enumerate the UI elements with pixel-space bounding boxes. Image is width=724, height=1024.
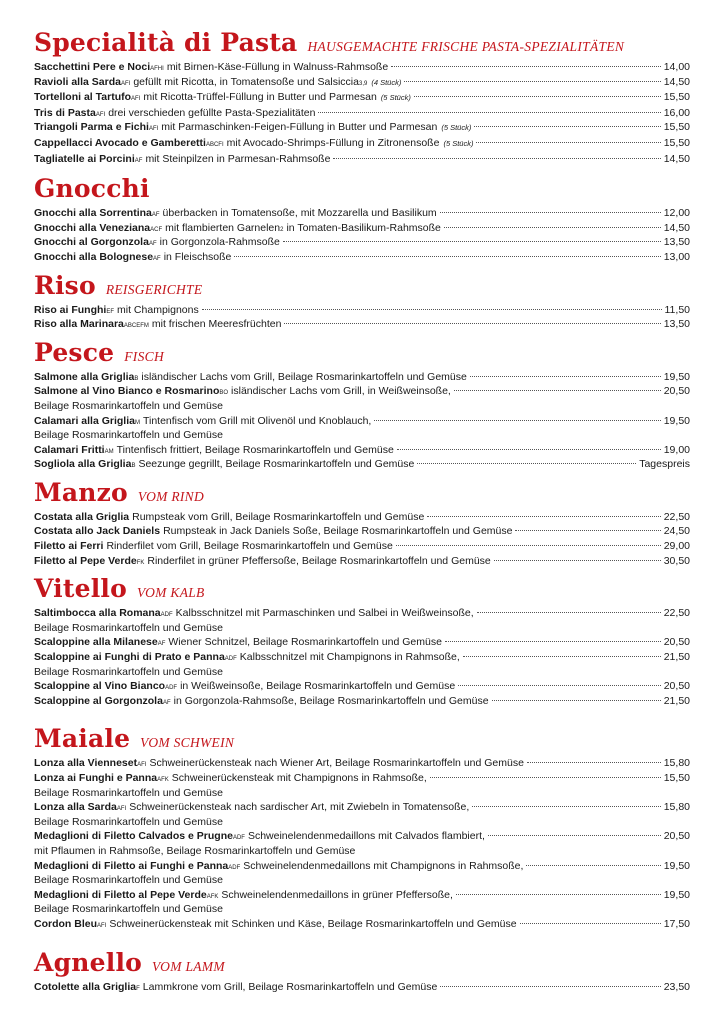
dish-name: Medaglioni di Filetto ai Funghi e Panna xyxy=(34,859,229,872)
dish-description-line2: Beilage Rosmarinkartoffeln und Gemüse xyxy=(34,665,223,678)
menu-item-row: Tagliatelle ai Porcini AF mit Steinpilzen in Parmesan-Rahmsoße 14,50 xyxy=(34,152,690,165)
dish-description: Kalbsschnitzel mit Champignons in Rahmsoße, xyxy=(239,651,460,664)
menu-item xyxy=(34,524,690,539)
portion-note: (5 Stück) xyxy=(443,138,474,148)
menu-item xyxy=(34,136,690,152)
section-subtitle: FISCH xyxy=(124,348,164,364)
dish-description-cont: in Tomaten-Basilikum-Rahmsoße xyxy=(286,221,441,234)
menu-item xyxy=(34,221,690,236)
dot-leader xyxy=(515,530,660,531)
menu-item xyxy=(34,90,690,106)
dot-leader xyxy=(527,762,661,763)
dish-name: Scaloppine al Gorgonzola xyxy=(34,694,163,707)
menu-item xyxy=(34,539,690,554)
dish-description: drei verschieden gefüllte Pasta-Spezialitäten xyxy=(108,106,316,119)
menu-item-row: Lonza ai Funghi e Panna AFK Schweinerückensteak mit Champignons in Rahmsoße, 15,50 xyxy=(34,772,690,784)
menu-item-row: Scaloppine al Vino Bianco ADF in Weißweinsoße, Beilage Rosmarinkartoffeln und Gemüse 20,50 xyxy=(34,680,690,693)
menu-item xyxy=(34,75,690,91)
dish-price: 15,50 xyxy=(663,91,690,104)
menu-item xyxy=(34,303,690,318)
section-header xyxy=(34,574,690,604)
dish-price: 21,50 xyxy=(663,694,690,707)
menu-item-row: Riso ai Funghi EF mit Champignons 11,50 xyxy=(34,303,690,316)
portion-note: (4 Stück) xyxy=(371,77,402,87)
dish-price: 21,50 xyxy=(663,651,690,664)
dish-description-line2: Beilage Rosmarinkartoffeln und Gemüse xyxy=(34,786,223,799)
dish-description: Rumpsteak vom Grill, Beilage Rosmarinkartoffeln und Gemüse xyxy=(132,510,425,523)
section-header xyxy=(34,724,690,754)
menu-page xyxy=(34,28,690,994)
dot-leader xyxy=(283,241,661,242)
dish-name: Medaglioni di Filetto Calvados e Prugne xyxy=(34,830,233,843)
dot-leader xyxy=(440,212,661,213)
dish-name: Lonza alla Sarda xyxy=(34,801,117,814)
menu-item xyxy=(34,414,690,443)
section-subtitle: HAUSGEMACHTE FRISCHE PASTA-SPEZIALITÄTEN xyxy=(307,39,625,54)
dot-leader xyxy=(470,376,661,377)
dish-price: 30,50 xyxy=(663,554,690,567)
dish-description: mit Birnen-Käse-Füllung in Walnuss-Rahmsoße xyxy=(166,61,389,73)
menu-item xyxy=(34,771,690,800)
menu-item xyxy=(34,120,690,136)
menu-item xyxy=(34,829,690,858)
dish-name: Scaloppine al Vino Bianco xyxy=(34,680,166,693)
menu-item xyxy=(34,917,690,932)
section-subtitle: VOM LAMM xyxy=(152,958,225,974)
dish-description: Rinderfilet in grüner Pfeffersoße, Beilage Rosmarinkartoffeln und Gemüse xyxy=(147,554,491,567)
menu-section xyxy=(34,574,690,708)
dish-description: Lammkrone vom Grill, Beilage Rosmarinkartoffeln und Gemüse xyxy=(142,980,438,993)
dot-leader xyxy=(430,777,661,778)
dish-price: 19,50 xyxy=(663,414,690,427)
dish-price: 19,50 xyxy=(663,859,690,872)
dish-description: mit Champignons xyxy=(117,303,199,316)
dish-name: Gnocchi alla Bolognese xyxy=(34,250,154,263)
menu-item-row xyxy=(34,539,690,554)
menu-item xyxy=(34,980,690,995)
menu-item-row: Medaglioni di Filetto ai Funghi e Panna ADF Schweinelendenmedaillons mit Champignons in Rahmsoße, 19,50 xyxy=(34,859,690,872)
menu-section xyxy=(34,724,690,931)
menu-item xyxy=(34,635,690,650)
menu-item-row: Salmone al Vino Bianco e Rosmarino BO isländischer Lachs vom Grill, in Weißweinsoße, 20,50 xyxy=(34,385,690,398)
dish-description: Wiener Schnitzel, Beilage Rosmarinkartoffeln und Gemüse xyxy=(168,636,442,649)
dish-description: Schweinelendenmedaillons in grüner Pfeffersoße, xyxy=(221,888,453,901)
section-title: Specialità di Pasta xyxy=(34,28,298,57)
dish-description: Schweinelendenmedaillons mit Champignons in Rahmsoße, xyxy=(243,859,524,872)
dish-description: Schweinerückensteak nach Wiener Art, Beilage Rosmarinkartoffeln und Gemüse xyxy=(149,757,524,770)
dish-price: 20,50 xyxy=(663,636,690,649)
dish-description: Schweinerückensteak nach sardischer Art, mit Zwiebeln in Tomatensoße, xyxy=(129,801,470,814)
dish-price: 13,50 xyxy=(663,236,690,249)
section-header xyxy=(34,478,690,508)
section-header xyxy=(34,271,690,301)
dish-price: 20,50 xyxy=(663,680,690,693)
dish-name: Gnocchi alla Veneziana xyxy=(34,221,151,234)
dish-price: 14,50 xyxy=(663,152,690,165)
dot-leader xyxy=(445,641,661,642)
menu-item xyxy=(34,756,690,771)
section-subtitle: VOM RIND xyxy=(137,488,205,504)
dish-price: 15,50 xyxy=(663,772,690,784)
menu-item-row: Saltimbocca alla Romana ADF Kalbsschnitzel mit Parmaschinken und Salbei in Weißweinsoße, 22,50 xyxy=(34,607,690,620)
dish-description-line2: Beilage Rosmarinkartoffeln und Gemüse xyxy=(34,874,223,887)
dot-leader xyxy=(488,835,661,836)
dish-name: Salmone al Vino Bianco e Rosmarino xyxy=(34,385,220,398)
dot-leader xyxy=(494,560,661,561)
menu-item-row: Cappellacci Avocado e Gamberetti ABCFI mit Avocado-Shrimps-Füllung in Zitronensoße (5 Stück) 15,50 xyxy=(34,136,690,152)
dish-name: Triangoli Parma e Fichi xyxy=(34,121,149,134)
menu-item-row: Calamari alla Griglia M Tintenfisch vom Grill mit Olivenöl und Knoblauch, 19,50 xyxy=(34,414,690,427)
menu-item-row: Tris di Pasta AFI drei verschieden gefüllte Pasta-Spezialitäten 16,00 xyxy=(34,106,690,119)
menu-item-row: Salmone alla Griglia B isländischer Lachs vom Grill, Beilage Rosmarinkartoffeln und Gemüse 19,50 xyxy=(34,370,690,383)
dish-price: 16,00 xyxy=(663,106,690,119)
dish-price: 15,80 xyxy=(663,801,690,814)
dish-name: Salmone alla Griglia xyxy=(34,370,135,383)
menu-item xyxy=(34,457,690,472)
menu-section xyxy=(34,478,690,568)
dish-name: Cordon Bleu xyxy=(34,917,97,930)
dish-name: Cappellacci Avocado e Gamberetti xyxy=(34,136,206,149)
dish-description: gefüllt mit Ricotta, in Tomatensoße und Salsiccia xyxy=(133,75,359,88)
dish-price: 22,50 xyxy=(663,510,690,523)
dish-price: 20,50 xyxy=(663,830,690,843)
menu-item-row: Sacchettini Pere e Noci AFHI mit Birnen-Käse-Füllung in Walnuss-Rahmsoße 14,00 xyxy=(34,61,690,73)
dot-leader xyxy=(427,516,660,517)
dish-name: Tris di Pasta xyxy=(34,106,96,119)
menu-item xyxy=(34,235,690,250)
dish-name: Gnocchi alla Sorrentina xyxy=(34,207,152,220)
menu-item-row: Medaglioni di Filetto al Pepe Verde AFK Schweinelendenmedaillons in grüner Pfeffersoße, 19,50 xyxy=(34,888,690,901)
section-header xyxy=(34,28,690,58)
dot-leader xyxy=(397,449,661,450)
dot-leader xyxy=(417,463,636,464)
dish-description: Schweinelendenmedaillons mit Calvados flambiert, xyxy=(247,830,485,843)
dish-description: isländischer Lachs vom Grill, in Weißweinsoße, xyxy=(231,385,451,398)
menu-item-row: Sogliola alla Griglia B Seezunge gegrillt, Beilage Rosmarinkartoffeln und Gemüse Tagespreis xyxy=(34,458,690,471)
dish-description-line2: Beilage Rosmarinkartoffeln und Gemüse xyxy=(34,399,223,412)
dish-price: 15,80 xyxy=(663,757,690,770)
dot-leader xyxy=(492,700,661,701)
dish-description: in Fleischsoße xyxy=(163,250,232,263)
dish-price: 19,00 xyxy=(663,443,690,456)
dish-price: 15,50 xyxy=(663,121,690,134)
dish-name: Calamari Fritti xyxy=(34,443,105,456)
menu-item-row: Gnocchi alla Sorrentina AF überbacken in Tomatensoße, mit Mozzarella und Basilikum 12,00 xyxy=(34,207,690,220)
dish-description: mit Steinpilzen in Parmesan-Rahmsoße xyxy=(145,152,331,165)
menu-item-row: Lonza alla Sarda AFI Schweinerückensteak nach sardischer Art, mit Zwiebeln in Tomatensoße, 15,80 xyxy=(34,801,690,814)
dot-leader xyxy=(454,390,661,391)
menu-item-row: Scaloppine alla Milanese AF Wiener Schnitzel, Beilage Rosmarinkartoffeln und Gemüse 20,50 xyxy=(34,636,690,649)
section-header xyxy=(34,338,690,368)
menu-section xyxy=(34,338,690,472)
menu-item-row: Riso alla Marinara ABCEFM mit frischen Meeresfrüchten 13,50 xyxy=(34,318,690,331)
dot-leader xyxy=(476,142,660,143)
dish-description: mit flambierten Garnelen xyxy=(165,221,281,234)
section-header xyxy=(34,174,690,204)
dish-name: Lonza ai Funghi e Panna xyxy=(34,772,158,784)
menu-item-row: Scaloppine ai Funghi di Prato e Panna ADF Kalbsschnitzel mit Champignons in Rahmsoße, 21,50 xyxy=(34,651,690,664)
dish-name: Scaloppine ai Funghi di Prato e Panna xyxy=(34,651,225,664)
menu-item-row: Filetto al Pepe Verde FK Rinderfilet in grüner Pfeffersoße, Beilage Rosmarinkartoffeln und Gemüse 30,50 xyxy=(34,554,690,567)
section-title: Agnello xyxy=(34,947,143,977)
section-title: Pesce xyxy=(34,337,115,367)
dish-name: Gnocchi al Gorgonzola xyxy=(34,236,149,249)
dish-name: Medaglioni di Filetto al Pepe Verde xyxy=(34,888,207,901)
menu-item xyxy=(34,888,690,917)
dot-leader xyxy=(404,81,660,82)
menu-item-row: Cordon Bleu AFI Schweinerückensteak mit Schinken und Käse, Beilage Rosmarinkartoffeln und Gemüse 17,50 xyxy=(34,917,690,930)
dish-description: Tintenfisch frittiert, Beilage Rosmarinkartoffeln und Gemüse xyxy=(116,443,394,456)
dish-name: Costata allo Jack Daniels xyxy=(34,525,161,538)
section-title: Riso xyxy=(34,270,96,300)
section-subtitle: VOM SCHWEIN xyxy=(140,735,235,751)
dish-name: Saltimbocca alla Romana xyxy=(34,607,161,620)
dish-price: 19,50 xyxy=(663,370,690,383)
menu-item xyxy=(34,60,690,75)
menu-item xyxy=(34,800,690,829)
dot-leader xyxy=(318,112,660,113)
dish-name: Riso ai Funghi xyxy=(34,303,107,316)
section-title: Maiale xyxy=(34,724,131,754)
dish-price: 19,50 xyxy=(663,888,690,901)
menu-item-row: Tortelloni al Tartufo AFI mit Ricotta-Trüffel-Füllung in Butter und Parmesan (5 Stück) 15,50 xyxy=(34,90,690,106)
dish-description: mit frischen Meeresfrüchten xyxy=(151,318,282,331)
menu-section xyxy=(34,271,690,332)
dish-description-line2: Beilage Rosmarinkartoffeln und Gemüse xyxy=(34,429,223,442)
dot-leader xyxy=(456,894,661,895)
menu-item-row: Lonza alla Vienneset AFI Schweinerückensteak nach Wiener Art, Beilage Rosmarinkartoffeln und Gemüse 15,80 xyxy=(34,757,690,770)
menu-section xyxy=(34,28,690,166)
menu-item xyxy=(34,106,690,121)
dish-price: 15,50 xyxy=(663,136,690,149)
menu-item-row: Scaloppine al Gorgonzola AF in Gorgonzola-Rahmsoße, Beilage Rosmarinkartoffeln und Gemüse 21,50 xyxy=(34,694,690,707)
menu-item-row: Gnocchi alla Veneziana ACF mit flambierten Garnelen 2 in Tomaten-Basilikum-Rahmsoße 14,50 xyxy=(34,221,690,234)
dish-description: in Weißweinsoße, Beilage Rosmarinkartoffeln und Gemüse xyxy=(180,680,456,693)
dish-name: Ravioli alla Sarda xyxy=(34,75,121,88)
dish-description-line2: Beilage Rosmarinkartoffeln und Gemüse xyxy=(34,621,223,634)
dot-leader xyxy=(396,545,661,546)
menu-item-row: Cotolette alla Griglia F Lammkrone vom Grill, Beilage Rosmarinkartoffeln und Gemüse 23,50 xyxy=(34,980,690,993)
dish-name: Riso alla Marinara xyxy=(34,318,124,331)
section-subtitle: VOM KALB xyxy=(136,585,205,601)
dish-name: Filetto al Pepe Verde xyxy=(34,554,137,567)
dish-description-line2: Beilage Rosmarinkartoffeln und Gemüse xyxy=(34,903,223,916)
dish-description: in Gorgonzola-Rahmsoße, Beilage Rosmarinkartoffeln und Gemüse xyxy=(173,694,489,707)
dish-price: 14,50 xyxy=(663,221,690,234)
menu-item xyxy=(34,317,690,332)
menu-item xyxy=(34,443,690,458)
dish-price: 14,00 xyxy=(663,61,690,73)
dot-leader xyxy=(520,923,661,924)
dish-price: Tagespreis xyxy=(639,458,690,471)
menu-section xyxy=(34,948,690,995)
section-subtitle: REISGERICHTE xyxy=(105,281,203,297)
dish-price: 17,50 xyxy=(663,917,690,930)
dish-price: 29,00 xyxy=(663,540,690,553)
portion-note: (5 Stück) xyxy=(441,123,472,133)
dot-leader xyxy=(391,66,661,67)
dish-name: Scaloppine alla Milanese xyxy=(34,636,158,649)
menu-item xyxy=(34,554,690,569)
dish-name: Filetto ai Ferri xyxy=(34,540,104,553)
dot-leader xyxy=(234,256,660,257)
dot-leader xyxy=(444,227,661,228)
dot-leader xyxy=(463,656,661,657)
menu-item-row: Ravioli alla Sarda AFI gefüllt mit Ricotta, in Tomatensoße und Salsiccia 3,9 (4 Stück) 14,50 xyxy=(34,75,690,91)
menu-item-row: Gnocchi alla Bolognese AF in Fleischsoße 13,00 xyxy=(34,250,690,263)
dish-price: 11,50 xyxy=(664,303,690,316)
menu-item xyxy=(34,510,690,525)
menu-item-row: Gnocchi al Gorgonzola AF in Gorgonzola-Rahmsoße 13,50 xyxy=(34,236,690,249)
dish-description: Schweinerückensteak mit Champignons in Rahmsoße, xyxy=(171,772,427,784)
section-header xyxy=(34,948,690,978)
menu-item-row: Medaglioni di Filetto Calvados e Prugne ADF Schweinelendenmedaillons mit Calvados flambiert, 20,50 xyxy=(34,830,690,843)
dish-name: Sacchettini Pere e Noci xyxy=(34,61,151,73)
dish-name: Lonza alla Vienneset xyxy=(34,757,138,770)
menu-item xyxy=(34,250,690,265)
dish-description: Schweinerückensteak mit Schinken und Käse, Beilage Rosmarinkartoffeln und Gemüse xyxy=(109,917,517,930)
dish-description: mit Avocado-Shrimps-Füllung in Zitronensoße xyxy=(226,136,440,149)
dish-description: mit Parmaschinken-Feigen-Füllung in Butter und Parmesan xyxy=(161,121,438,134)
dish-name: Tortelloni al Tartufo xyxy=(34,91,132,104)
menu-section xyxy=(34,174,690,264)
dish-description: isländischer Lachs vom Grill, Beilage Rosmarinkartoffeln und Gemüse xyxy=(141,370,467,383)
dish-price: 12,00 xyxy=(663,207,690,220)
dish-price: 13,50 xyxy=(663,318,690,331)
dish-price: 14,50 xyxy=(663,75,690,88)
menu-item-row: Calamari Fritti AM Tintenfisch frittiert, Beilage Rosmarinkartoffeln und Gemüse 19,00 xyxy=(34,443,690,456)
dish-description: mit Ricotta-Trüffel-Füllung in Butter und Parmesan xyxy=(143,91,377,104)
dish-price: 24,50 xyxy=(663,525,690,538)
menu-item xyxy=(34,679,690,694)
menu-item xyxy=(34,650,690,679)
dish-price: 13,00 xyxy=(663,250,690,263)
dish-description: Kalbsschnitzel mit Parmaschinken und Salbei in Weißweinsoße, xyxy=(175,607,474,620)
menu-item xyxy=(34,152,690,167)
dot-leader xyxy=(472,806,660,807)
dish-name: Tagliatelle ai Porcini xyxy=(34,152,135,165)
dish-description: Rumpsteak in Jack Daniels Soße, Beilage Rosmarinkartoffeln und Gemüse xyxy=(163,525,513,538)
dot-leader xyxy=(333,158,660,159)
menu-item xyxy=(34,206,690,221)
dot-leader xyxy=(477,612,661,613)
dish-description: in Gorgonzola-Rahmsoße xyxy=(159,236,280,249)
dish-name: Sogliola alla Griglia xyxy=(34,458,132,471)
dish-price: 20,50 xyxy=(663,385,690,398)
dot-leader xyxy=(440,986,660,987)
menu-item xyxy=(34,606,690,635)
section-title: Vitello xyxy=(34,574,127,604)
dish-description: Tintenfisch vom Grill mit Olivenöl und Knoblauch, xyxy=(142,414,372,427)
dot-leader xyxy=(458,685,661,686)
dish-description: Seezunge gegrillt, Beilage Rosmarinkartoffeln und Gemüse xyxy=(138,458,415,471)
dot-leader xyxy=(374,420,660,421)
menu-item xyxy=(34,384,690,413)
menu-item-row xyxy=(34,524,690,539)
menu-item-row xyxy=(34,510,690,525)
dot-leader xyxy=(474,126,660,127)
dish-name: Calamari alla Griglia xyxy=(34,414,135,427)
dish-description: überbacken in Tomatensoße, mit Mozzarella und Basilikum xyxy=(162,207,437,220)
dish-description-line2: mit Pflaumen in Rahmsoße, Beilage Rosmarinkartoffeln und Gemüse xyxy=(34,844,356,857)
dish-name: Costata alla Griglia xyxy=(34,510,130,523)
dot-leader xyxy=(202,309,662,310)
dish-name: Cotolette alla Griglia xyxy=(34,980,137,993)
dish-price: 23,50 xyxy=(663,980,690,993)
menu-item xyxy=(34,694,690,709)
menu-item xyxy=(34,859,690,888)
dot-leader xyxy=(414,96,661,97)
section-title: Gnocchi xyxy=(34,174,150,204)
portion-note: (5 Stück) xyxy=(380,93,411,103)
dot-leader xyxy=(526,865,660,866)
dish-description-line2: Beilage Rosmarinkartoffeln und Gemüse xyxy=(34,815,223,828)
menu-item-row: Triangoli Parma e Fichi AFI mit Parmaschinken-Feigen-Füllung in Butter und Parmesan (5 Stück) 15,50 xyxy=(34,120,690,136)
menu-item xyxy=(34,370,690,385)
dot-leader xyxy=(284,323,660,324)
section-title: Manzo xyxy=(34,477,128,507)
dish-price: 22,50 xyxy=(663,607,690,620)
dish-description: Rinderfilet vom Grill, Beilage Rosmarinkartoffeln und Gemüse xyxy=(106,540,393,553)
